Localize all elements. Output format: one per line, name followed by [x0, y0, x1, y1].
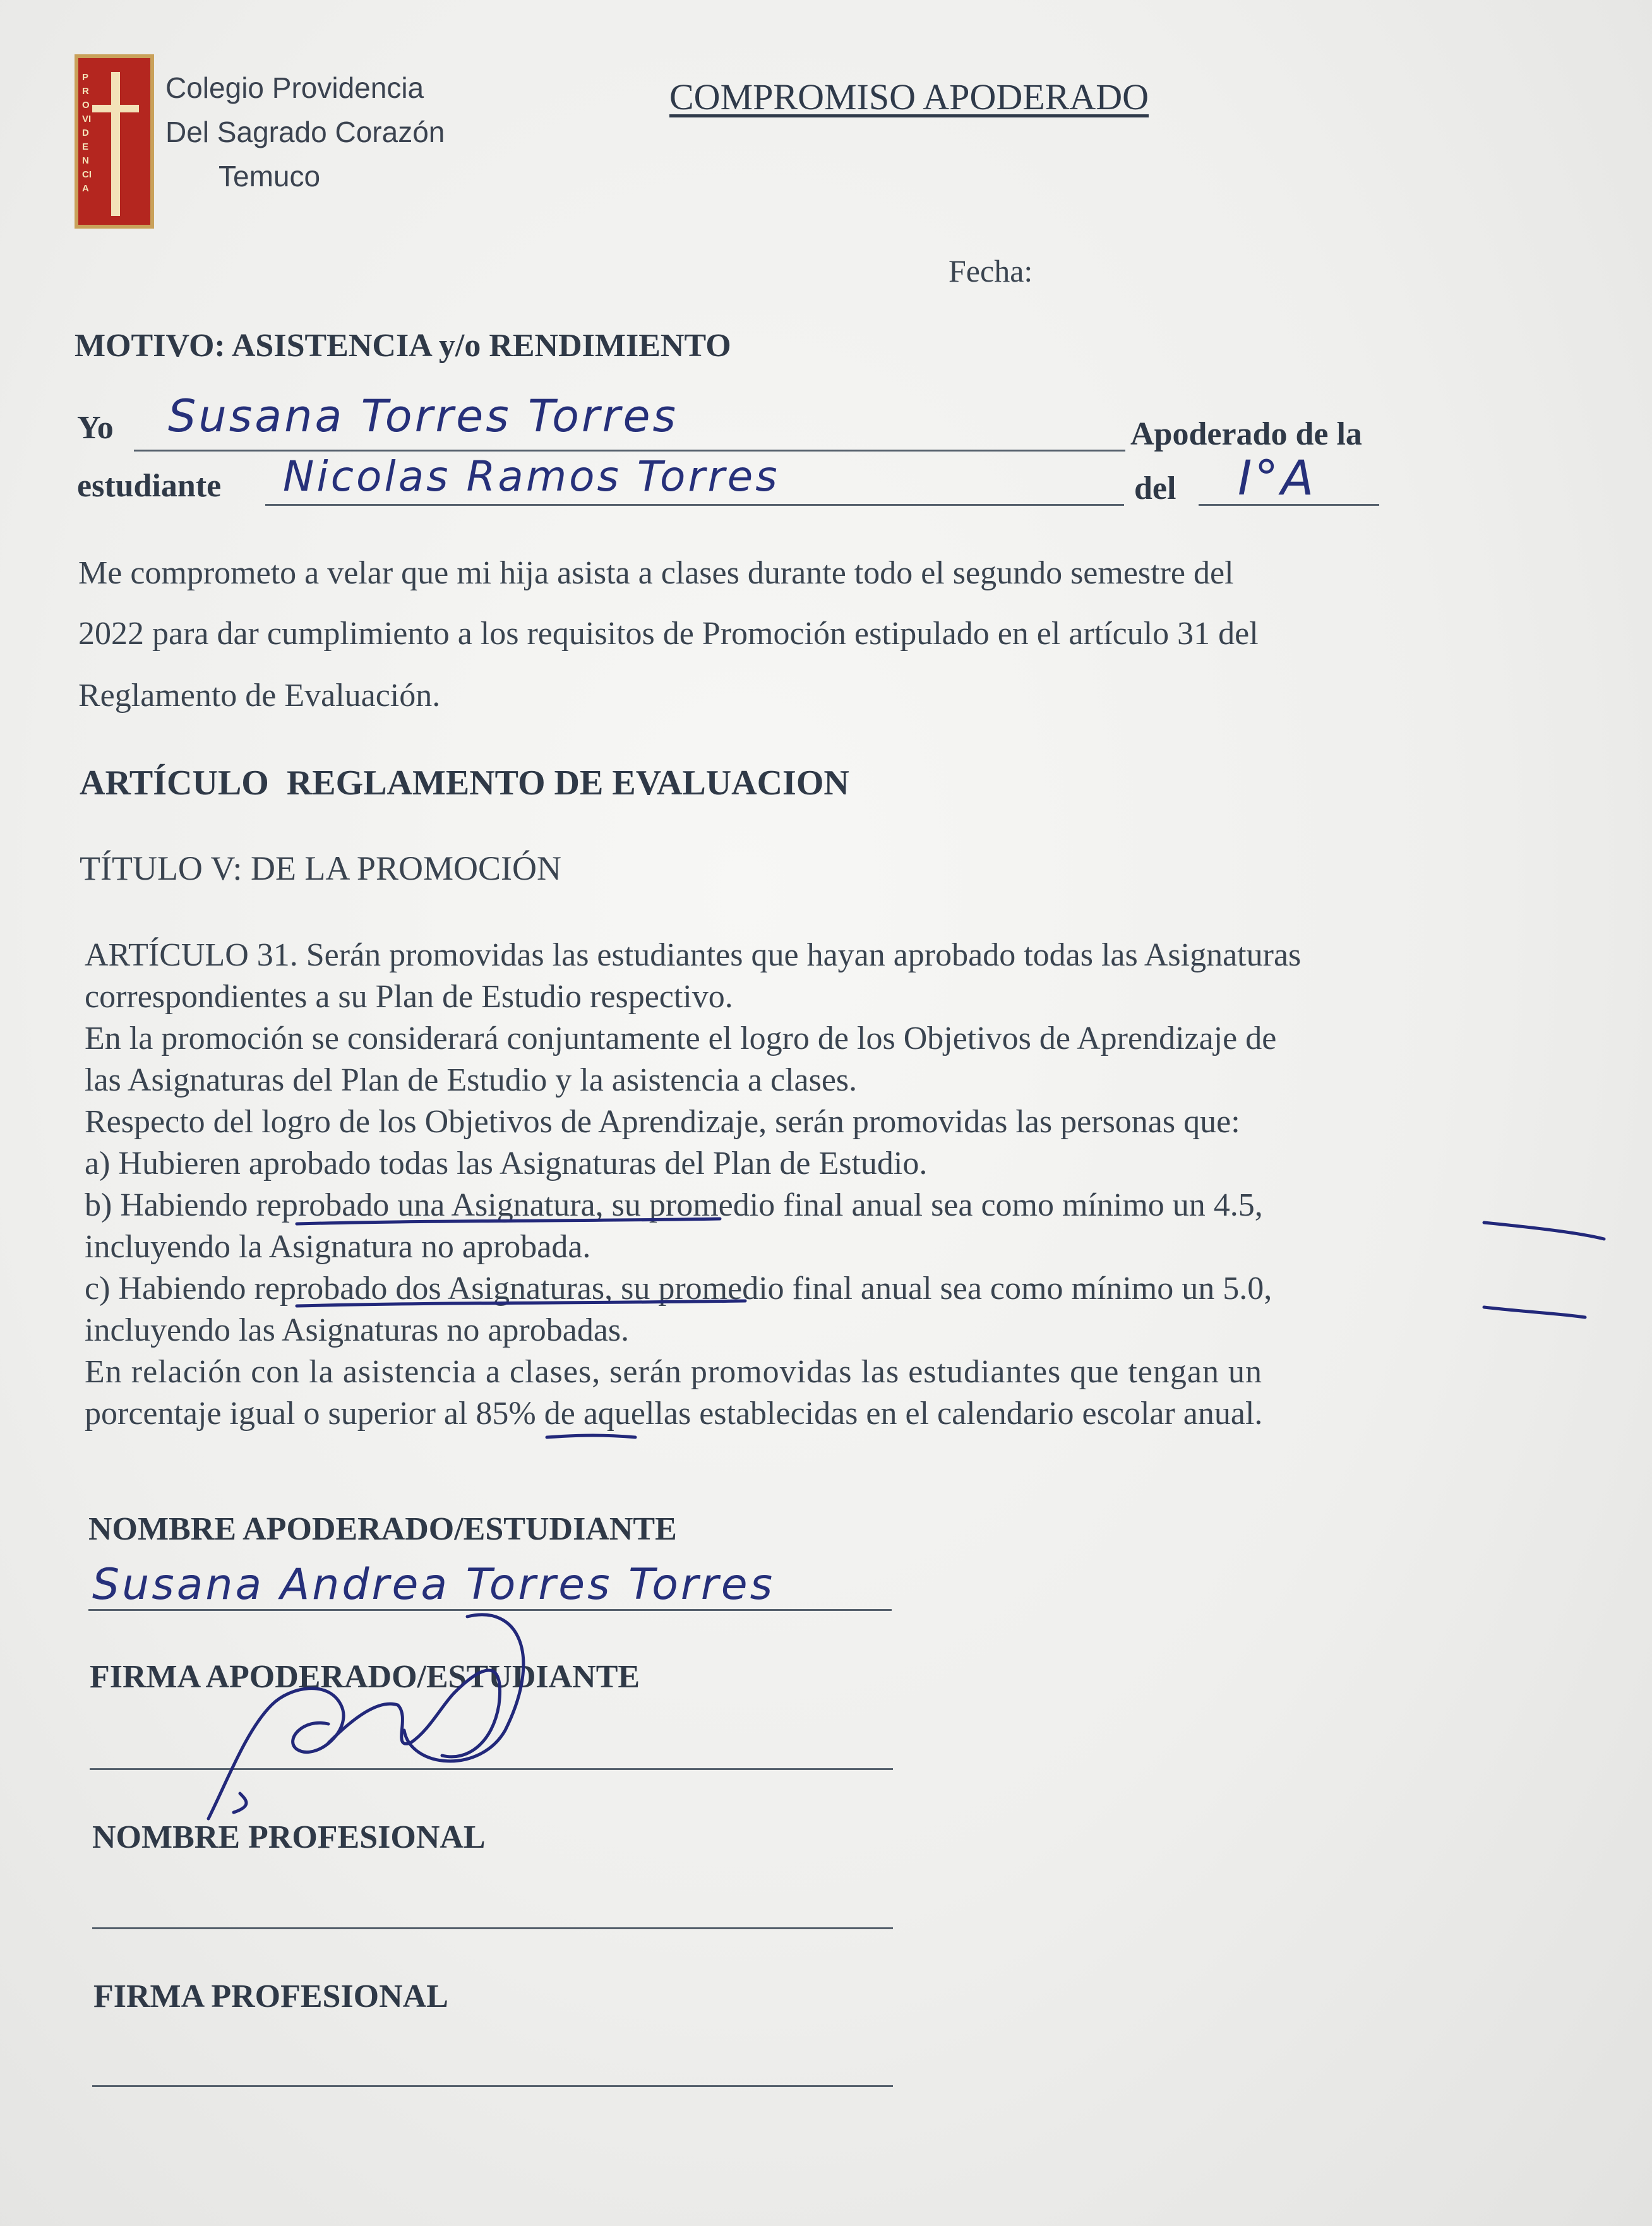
commitment-line-3: Reglamento de Evaluación. [78, 678, 441, 714]
course-handwritten: I°A [1238, 450, 1317, 506]
regulation-heading: ARTÍCULO REGLAMENTO DE EVALUACION [80, 763, 849, 803]
professional-signature-label: FIRMA PROFESIONAL [93, 1978, 448, 2014]
yo-label: Yo [77, 410, 114, 446]
guardian-full-name-handwritten: Susana Andrea Torres Torres [92, 1560, 775, 1610]
article-line: las Asignaturas del Plan de Estudio y la asistencia a clases. [85, 1062, 858, 1098]
del-label: del [1134, 470, 1176, 506]
article-line: incluyendo las Asignaturas no aprobadas. [85, 1312, 630, 1348]
document-title: COMPROMISO APODERADO [669, 76, 1149, 117]
professional-signature-line [92, 2085, 893, 2087]
student-label: estudiante [77, 468, 222, 504]
guardian-signature-label: FIRMA APODERADO/ESTUDIANTE [90, 1659, 640, 1695]
article-line: incluyendo la Asignatura no aprobada. [85, 1229, 591, 1265]
professional-name-label: NOMBRE PROFESIONAL [92, 1819, 486, 1855]
school-name-line2: Del Sagrado Corazón [165, 116, 445, 148]
article-line: porcentaje igual o superior al 85% de aquellas establecidas en el calendario escolar anual. [85, 1396, 1263, 1432]
guardian-name-handwritten: Susana Torres Torres [168, 390, 678, 442]
apoderado-label: Apoderado de la [1130, 416, 1362, 452]
article-line: a) Hubieren aprobado todas las Asignaturas del Plan de Estudio. [85, 1146, 928, 1182]
article-line: b) Habiendo reprobado una Asignatura, su promedio final anual sea como mínimo un 4.5, [85, 1187, 1263, 1223]
article-line: Respecto del logro de los Objetivos de Aprendizaje, serán promovidas las personas que: [85, 1104, 1240, 1140]
commitment-line-2: 2022 para dar cumplimiento a los requisitos de Promoción estipulado en el artículo 31 del [78, 616, 1259, 652]
regulation-title: TÍTULO V: DE LA PROMOCIÓN [80, 849, 561, 887]
student-name-handwritten: Nicolas Ramos Torres [283, 452, 780, 501]
commitment-line-1: Me comprometo a velar que mi hija asista a clases durante todo el segundo semestre del [78, 555, 1234, 591]
date-label: Fecha: [949, 253, 1033, 289]
article-line: correspondientes a su Plan de Estudio respectivo. [85, 979, 733, 1015]
logo-text: PROVIDENCIA [82, 72, 92, 194]
article-line: c) Habiendo reprobado dos Asignaturas, su promedio final anual sea como mínimo un 5.0, [85, 1271, 1272, 1307]
article-line: En la promoción se considerará conjuntamente el logro de los Objetivos de Aprendizaje de [85, 1020, 1277, 1056]
article-line: ARTÍCULO 31. Serán promovidas las estudiantes que hayan aprobado todas las Asignaturas [85, 937, 1302, 973]
professional-name-line [92, 1927, 893, 1929]
motivo-heading: MOTIVO: ASISTENCIA y/o RENDIMIENTO [75, 328, 731, 364]
guardian-name-label: NOMBRE APODERADO/ESTUDIANTE [88, 1511, 677, 1547]
school-name-line1: Colegio Providencia [165, 71, 424, 104]
school-city: Temuco [218, 160, 321, 193]
article-line: En relación con la asistencia a clases, serán promovidas las estudiantes que tengan un [85, 1354, 1262, 1390]
